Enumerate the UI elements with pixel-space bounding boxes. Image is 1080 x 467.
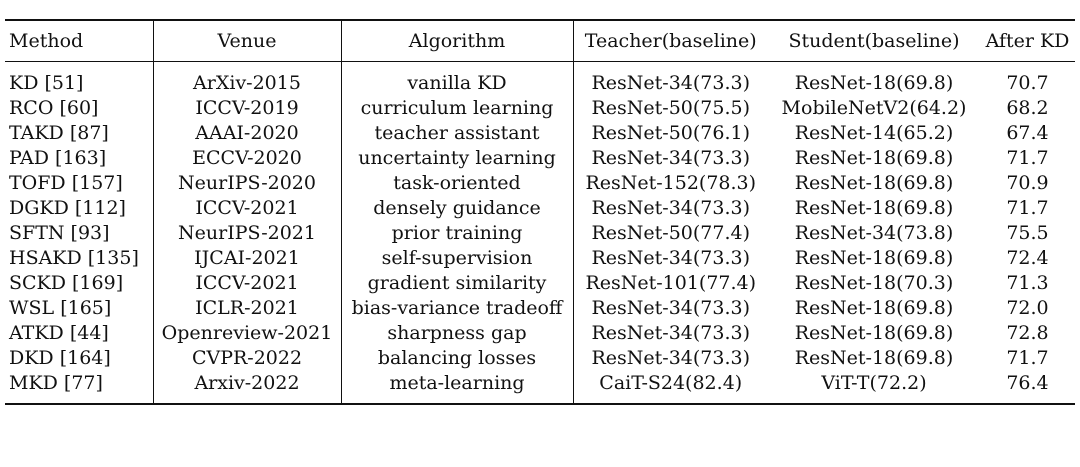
cell-method: WSL [165] (9, 297, 112, 319)
cell-after-kd: 67.4 (1006, 122, 1049, 144)
cell-student: ResNet-18(69.8) (794, 172, 954, 194)
cell-algorithm: densely guidance (341, 196, 573, 221)
cell-teacher: ResNet-50(75.5) (573, 96, 768, 121)
cell-teacher: ResNet-34(73.3) (573, 146, 768, 171)
cell-student: ResNet-18(69.8) (794, 297, 954, 319)
cell-method: DGKD [112] (9, 197, 126, 219)
cell-student: ResNet-18(69.8) (794, 197, 954, 219)
cell-venue: ICCV-2021 (153, 196, 341, 221)
cell-teacher: ResNet-50(76.1) (573, 121, 768, 146)
cell-algorithm: bias-variance tradeoff (341, 296, 573, 321)
table-row (5, 196, 1075, 221)
header-venue: Venue (153, 20, 341, 62)
table-row (5, 346, 1075, 371)
cell-venue: Openreview-2021 (153, 321, 341, 346)
cell-teacher: ResNet-34(73.3) (573, 196, 768, 221)
cell-venue: ICLR-2021 (153, 296, 341, 321)
cell-after-kd: 70.7 (1006, 72, 1049, 94)
table-row (5, 321, 1075, 346)
cell-after-kd: 72.4 (1006, 247, 1049, 269)
cell-venue: ICCV-2019 (153, 96, 341, 121)
table-row (5, 371, 1075, 404)
cell-method: ATKD [44] (9, 322, 109, 344)
table-row (5, 246, 1075, 271)
header-algorithm: Algorithm (341, 20, 573, 62)
kd-methods-table (5, 19, 1075, 405)
cell-method: HSAKD [135] (9, 247, 139, 269)
cell-venue: NeurIPS-2021 (153, 221, 341, 246)
cell-after-kd: 71.3 (1006, 272, 1049, 294)
header-student: Student(baseline) (768, 20, 980, 62)
cell-student: ResNet-18(70.3) (794, 272, 954, 294)
table-row (5, 121, 1075, 146)
cell-teacher: ResNet-34(73.3) (573, 346, 768, 371)
cell-algorithm: task-oriented (341, 171, 573, 196)
cell-method: RCO [60] (9, 97, 99, 119)
cell-after-kd: 72.0 (1006, 297, 1049, 319)
table-row (5, 296, 1075, 321)
cell-algorithm: self-supervision (341, 246, 573, 271)
cell-student: ResNet-14(65.2) (794, 122, 954, 144)
cell-after-kd: 68.2 (1006, 97, 1049, 119)
cell-student: ResNet-18(69.8) (794, 147, 954, 169)
table-row (5, 146, 1075, 171)
cell-venue: ArXiv-2015 (153, 62, 341, 97)
cell-algorithm: teacher assistant (341, 121, 573, 146)
table-body (5, 62, 1075, 405)
cell-algorithm: meta-learning (341, 371, 573, 404)
cell-venue: ICCV-2021 (153, 271, 341, 296)
cell-method: SFTN [93] (9, 222, 110, 244)
cell-algorithm: prior training (341, 221, 573, 246)
cell-after-kd: 71.7 (1006, 197, 1049, 219)
table-row (5, 271, 1075, 296)
cell-venue: CVPR-2022 (153, 346, 341, 371)
cell-teacher: ResNet-34(73.3) (573, 296, 768, 321)
cell-student: ResNet-18(69.8) (794, 72, 954, 94)
cell-teacher: CaiT-S24(82.4) (573, 371, 768, 404)
table-row (5, 171, 1075, 196)
cell-algorithm: vanilla KD (341, 62, 573, 97)
cell-after-kd: 76.4 (980, 371, 1075, 404)
table-row (5, 96, 1075, 121)
cell-teacher: ResNet-101(77.4) (573, 271, 768, 296)
header-method: Method (5, 20, 153, 62)
cell-venue: ECCV-2020 (153, 146, 341, 171)
table-row (5, 62, 1075, 97)
cell-student: MobileNetV2(64.2) (781, 97, 967, 119)
cell-venue: Arxiv-2022 (153, 371, 341, 404)
cell-algorithm: uncertainty learning (341, 146, 573, 171)
table-header (5, 20, 1075, 62)
cell-teacher: ResNet-34(73.3) (573, 246, 768, 271)
cell-algorithm: gradient similarity (341, 271, 573, 296)
cell-algorithm: sharpness gap (341, 321, 573, 346)
table-row (5, 221, 1075, 246)
cell-venue: IJCAI-2021 (153, 246, 341, 271)
cell-venue: AAAI-2020 (153, 121, 341, 146)
cell-student: ResNet-18(69.8) (794, 247, 954, 269)
cell-algorithm: balancing losses (341, 346, 573, 371)
cell-student: ViT-T(72.2) (768, 371, 980, 404)
cell-teacher: ResNet-152(78.3) (573, 171, 768, 196)
cell-method: KD [51] (9, 72, 84, 94)
cell-teacher: ResNet-34(73.3) (573, 62, 768, 97)
header-teacher: Teacher(baseline) (573, 20, 768, 62)
cell-after-kd: 70.9 (1006, 172, 1049, 194)
cell-method: PAD [163] (9, 147, 107, 169)
cell-method: SCKD [169] (9, 272, 124, 294)
cell-after-kd: 71.7 (1006, 147, 1049, 169)
cell-teacher: ResNet-50(77.4) (573, 221, 768, 246)
cell-student: ResNet-34(73.8) (794, 222, 954, 244)
cell-method: TOFD [157] (9, 172, 123, 194)
cell-method: TAKD [87] (9, 122, 109, 144)
cell-method: MKD [77] (5, 371, 153, 404)
cell-after-kd: 71.7 (1006, 347, 1049, 369)
cell-after-kd: 72.8 (1006, 322, 1049, 344)
cell-venue: NeurIPS-2020 (153, 171, 341, 196)
cell-algorithm: curriculum learning (341, 96, 573, 121)
header-after-kd: After KD (980, 20, 1075, 62)
cell-teacher: ResNet-34(73.3) (573, 321, 768, 346)
cell-student: ResNet-18(69.8) (794, 347, 954, 369)
cell-student: ResNet-18(69.8) (794, 322, 954, 344)
header-row (5, 20, 1075, 62)
cell-after-kd: 75.5 (1006, 222, 1049, 244)
cell-method: DKD [164] (9, 347, 111, 369)
